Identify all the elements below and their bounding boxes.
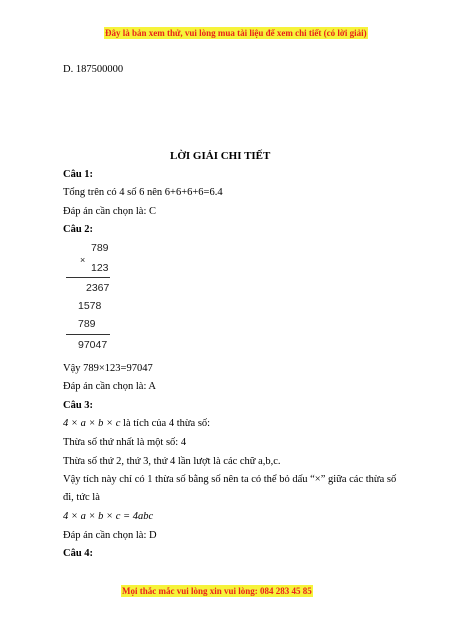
q3-line-2: Thừa số thứ nhất là một số: 4: [63, 437, 187, 448]
footer-notice: Mọi thắc mắc vui lòng xin vui lòng: 084 283 45 85: [122, 586, 312, 596]
section-title: LỜI GIẢI CHI TIẾT: [170, 150, 271, 162]
q3-title: Câu 3:: [63, 400, 94, 411]
header-notice: Đây là bản xem thử, vui lòng mua tài liệu để xem chi tiết (có lời giải): [105, 28, 367, 38]
multiplier: 123: [91, 262, 109, 274]
q1-answer: Đáp án cần chọn là: C: [63, 206, 157, 217]
q3-line-3: Thừa số thứ 2, thứ 3, thứ 4 lần lượt là các chữ a,b,c.: [63, 456, 281, 467]
q3-answer: Đáp án cần chọn là: D: [63, 530, 157, 541]
q1-title: Câu 1:: [63, 169, 94, 180]
times-sign: ×: [80, 255, 86, 265]
q3-line-4a: Vậy tích này chỉ có 1 thừa số bằng số nên ta có thể bỏ dấu “×” giữa các thừa số: [63, 474, 397, 485]
q2-title: Câu 2:: [63, 224, 94, 235]
final-product: 97047: [78, 339, 108, 351]
q3-line-4b: đi, tức là: [63, 492, 100, 503]
partial-product-3: 789: [78, 318, 96, 330]
q2-answer: Đáp án cần chọn là: A: [63, 381, 157, 392]
partial-product-1: 2367: [86, 282, 110, 294]
q4-title: Câu 4:: [63, 548, 94, 559]
q3-expression-line: [63, 417, 210, 430]
calc-rule-2: [66, 334, 110, 335]
calc-rule-1: [66, 277, 110, 278]
partial-product-2: 1578: [78, 300, 102, 312]
multiplicand: 789: [91, 242, 109, 254]
answer-option-d: D. 187500000: [63, 64, 124, 75]
q2-conclusion: Vậy 789×123=97047: [63, 363, 153, 374]
q3-expression-suffix: là tích của 4 thừa số:: [120, 418, 211, 429]
q3-expression: 4 × a × b × c: [63, 418, 121, 429]
q1-line: Tổng trên có 4 số 6 nên 6+6+6+6=6.4: [63, 187, 223, 198]
q3-formula: 4 × a × b × c = 4abc: [63, 511, 154, 522]
